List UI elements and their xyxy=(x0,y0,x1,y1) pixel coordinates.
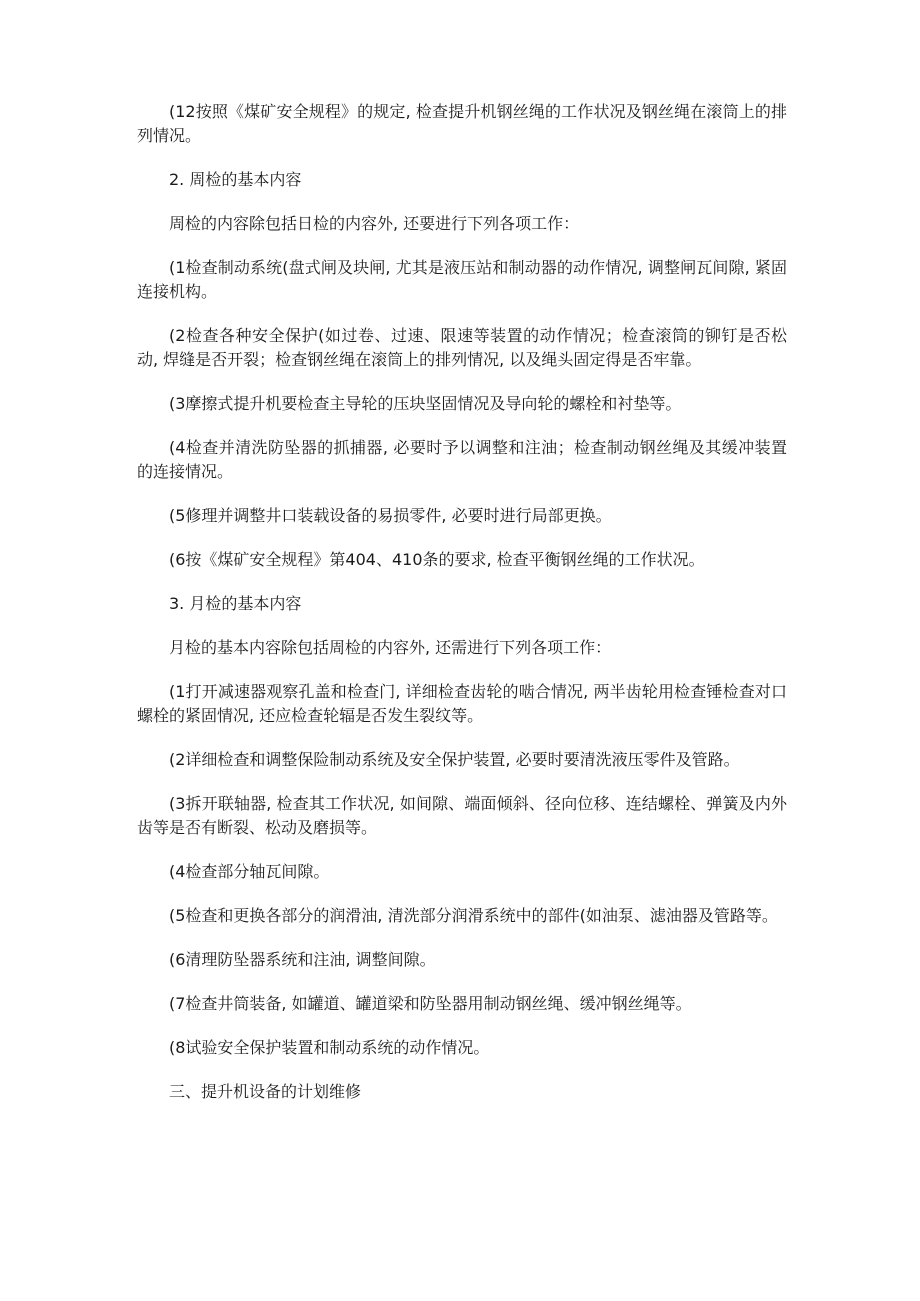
paragraph-monthly-item-1: (1打开减速器观察孔盖和检查门, 详细检查齿轮的啮合情况, 两半齿轮用检查锤检查对口螺栓的紧固情况, 还应检查轮辐是否发生裂纹等。 xyxy=(137,682,787,725)
paragraph-monthly-intro: 月检的基本内容除包括周检的内容外, 还需进行下列各项工作： xyxy=(169,638,612,657)
paragraph-weekly-item-4: (4检查并清洗防坠器的抓捕器, 必要时予以调整和注油；检查制动钢丝绳及其缓冲装置的连接情况。 xyxy=(137,438,787,481)
paragraph-weekly-item-3: (3摩擦式提升机要检查主导轮的压块坚固情况及导向轮的螺栓和衬垫等。 xyxy=(169,394,682,413)
paragraph-weekly-intro: 周检的内容除包括日检的内容外, 还要进行下列各项工作： xyxy=(169,214,580,233)
paragraph-monthly-item-4: (4检查部分轴瓦间隙。 xyxy=(169,862,330,881)
paragraph-monthly-item-2: (2详细检查和调整保险制动系统及安全保护装置, 必要时要清洗液压零件及管路。 xyxy=(169,750,740,769)
paragraph-weekly-item-2: (2检查各种安全保护(如过卷、过速、限速等装置的动作情况；检查滚筒的铆钉是否松动, 焊缝是否开裂；检查钢丝绳在滚筒上的排列情况, 以及绳头固定得是否牢靠。 xyxy=(137,326,787,369)
paragraph-daily-wire-rope-check: (12按照《煤矿安全规程》的规定, 检查提升机钢丝绳的工作状况及钢丝绳在滚筒上的排列情况。 xyxy=(137,102,787,145)
paragraph-monthly-item-6: (6清理防坠器系统和注油, 调整间隙。 xyxy=(169,950,436,969)
paragraph-monthly-item-7: (7检查井筒装备, 如罐道、罐道梁和防坠器用制动钢丝绳、缓冲钢丝绳等。 xyxy=(169,994,692,1013)
paragraph-monthly-item-8: (8试验安全保护装置和制动系统的动作情况。 xyxy=(169,1038,490,1057)
heading-monthly-inspection: 3. 月检的基本内容 xyxy=(169,594,302,613)
paragraph-weekly-item-6: (6按《煤矿安全规程》第404、410条的要求, 检查平衡钢丝绳的工作状况。 xyxy=(169,550,705,569)
heading-weekly-inspection: 2. 周检的基本内容 xyxy=(169,170,302,189)
heading-planned-maintenance: 三、提升机设备的计划维修 xyxy=(169,1082,362,1101)
paragraph-monthly-item-5: (5检查和更换各部分的润滑油, 清洗部分润滑系统中的部件(如油泵、滤油器及管路等。 xyxy=(169,906,778,925)
paragraph-monthly-item-3: (3拆开联轴器, 检查其工作状况, 如间隙、端面倾斜、径向位移、连结螺栓、弹簧及内外齿等是否有断裂、松动及磨损等。 xyxy=(137,794,787,837)
paragraph-weekly-item-5: (5修理并调整井口装载设备的易损零件, 必要时进行局部更换。 xyxy=(169,506,612,525)
paragraph-weekly-item-1: (1检查制动系统(盘式闸及块闸, 尤其是液压站和制动器的动作情况, 调整闸瓦间隙, 紧固连接机构。 xyxy=(137,258,787,301)
document-body xyxy=(137,100,787,1124)
